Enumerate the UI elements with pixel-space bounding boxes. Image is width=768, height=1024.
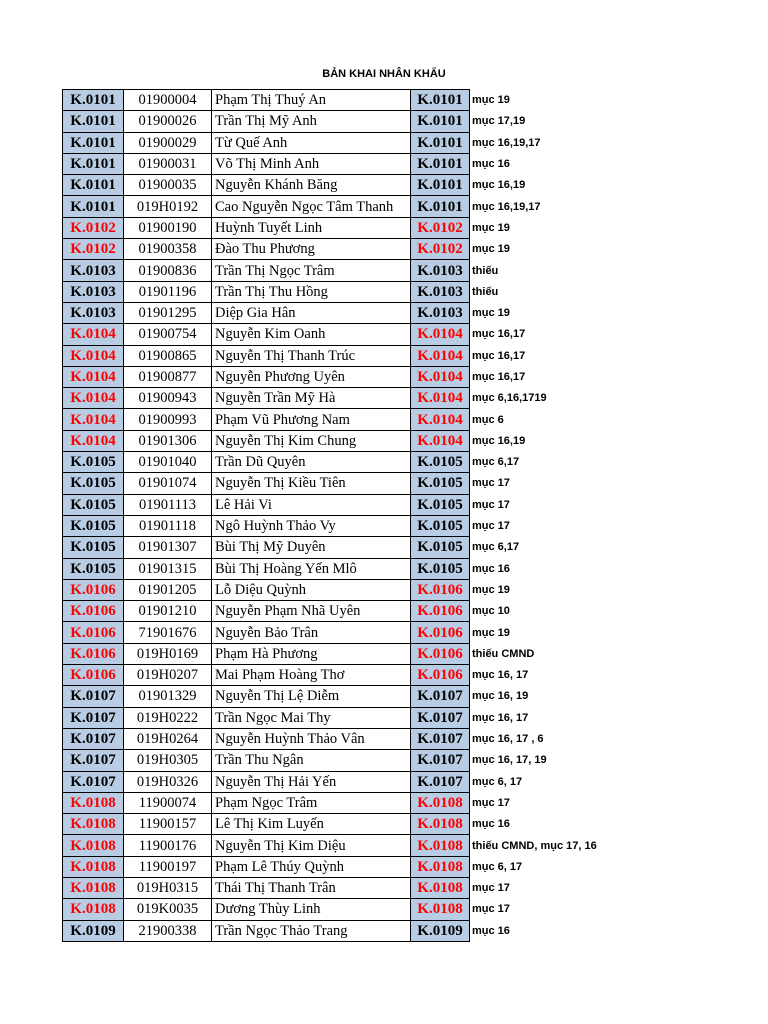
student-id-cell[interactable]: 01901205 — [124, 579, 212, 600]
class-code-cell[interactable]: K.0108 — [63, 877, 124, 898]
class-code-repeat-cell[interactable]: K.0107 — [411, 771, 470, 792]
student-name-cell[interactable]: Nguyễn Thị Kiều Tiên — [212, 473, 411, 494]
student-id-cell[interactable]: 71901676 — [124, 622, 212, 643]
table-row — [63, 665, 753, 686]
class-code-cell[interactable]: K.0101 — [63, 196, 124, 217]
class-code-repeat-cell[interactable]: K.0107 — [411, 728, 470, 749]
class-code-cell[interactable]: K.0104 — [63, 409, 124, 430]
student-id-cell[interactable]: 01900029 — [124, 132, 212, 153]
class-code-cell[interactable]: K.0107 — [63, 707, 124, 728]
note-cell[interactable]: mục 16, 17 , 6 — [472, 733, 544, 746]
student-name-cell[interactable]: Cao Nguyễn Ngọc Tâm Thanh — [212, 196, 411, 217]
note-cell[interactable]: mục 16,19 — [472, 434, 526, 447]
student-name-cell[interactable]: Phạm Lê Thúy Quỳnh — [212, 856, 411, 877]
student-id-cell[interactable]: 01900004 — [124, 90, 212, 111]
note-cell[interactable]: mục 17 — [472, 903, 510, 916]
class-code-cell[interactable]: K.0104 — [63, 430, 124, 451]
table-row — [63, 281, 753, 302]
note-cell[interactable]: mục 19 — [472, 243, 510, 256]
table-row — [63, 814, 753, 835]
table-row — [63, 239, 753, 260]
class-code-repeat-cell[interactable]: K.0106 — [411, 643, 470, 664]
class-code-cell[interactable]: K.0103 — [63, 281, 124, 302]
student-name-cell[interactable]: Phạm Hà Phương — [212, 643, 411, 664]
note-cell[interactable]: thiếu — [472, 264, 499, 277]
table-row — [63, 643, 753, 664]
student-name-cell[interactable]: Mai Phạm Hoàng Thơ — [212, 665, 411, 686]
student-id-cell[interactable]: 01900943 — [124, 388, 212, 409]
student-id-cell[interactable]: 019H0326 — [124, 771, 212, 792]
table-row — [63, 196, 753, 217]
student-name-cell[interactable]: Lỗ Diệu Quỳnh — [212, 579, 411, 600]
student-id-cell[interactable]: 019H0169 — [124, 643, 212, 664]
class-code-cell[interactable]: K.0106 — [63, 579, 124, 600]
class-code-cell[interactable]: K.0103 — [63, 302, 124, 323]
note-cell[interactable]: mục 6,17 — [472, 456, 520, 469]
class-code-repeat-cell[interactable]: K.0103 — [411, 260, 470, 281]
student-id-cell[interactable]: 01901210 — [124, 601, 212, 622]
student-id-cell[interactable]: 01900877 — [124, 366, 212, 387]
class-code-cell[interactable]: K.0105 — [63, 558, 124, 579]
class-code-repeat-cell[interactable]: K.0108 — [411, 877, 470, 898]
student-name-cell[interactable]: Lê Hải Vi — [212, 494, 411, 515]
student-name-cell[interactable]: Nguyễn Khánh Băng — [212, 175, 411, 196]
student-name-cell[interactable]: Nguyễn Thị Kim Chung — [212, 430, 411, 451]
table-row — [63, 302, 753, 323]
student-name-cell[interactable]: Nguyễn Kim Oanh — [212, 324, 411, 345]
class-code-cell[interactable]: K.0107 — [63, 750, 124, 771]
student-id-cell[interactable]: 01900358 — [124, 239, 212, 260]
student-name-cell[interactable]: Phạm Vũ Phương Nam — [212, 409, 411, 430]
note-cell[interactable]: mục 10 — [472, 605, 510, 618]
class-code-repeat-cell[interactable]: K.0108 — [411, 792, 470, 813]
class-code-repeat-cell[interactable]: K.0104 — [411, 388, 470, 409]
student-id-cell[interactable]: 01900754 — [124, 324, 212, 345]
table-row — [63, 750, 753, 771]
class-code-cell[interactable]: K.0101 — [63, 111, 124, 132]
note-cell[interactable]: mục 16,17 — [472, 349, 526, 362]
class-code-cell[interactable]: K.0105 — [63, 494, 124, 515]
table-row — [63, 388, 753, 409]
student-id-cell[interactable]: 01900993 — [124, 409, 212, 430]
class-code-repeat-cell[interactable]: K.0105 — [411, 558, 470, 579]
class-code-cell[interactable]: K.0104 — [63, 345, 124, 366]
table-row — [63, 899, 753, 920]
table-row — [63, 622, 753, 643]
table-row — [63, 494, 753, 515]
student-id-cell[interactable]: 01900031 — [124, 153, 212, 174]
class-code-cell[interactable]: K.0108 — [63, 899, 124, 920]
student-id-cell[interactable]: 019K0035 — [124, 899, 212, 920]
class-code-cell[interactable]: K.0106 — [63, 643, 124, 664]
student-id-cell[interactable]: 019H0192 — [124, 196, 212, 217]
student-name-cell[interactable]: Lê Thị Kim Luyến — [212, 814, 411, 835]
class-code-repeat-cell[interactable]: K.0101 — [411, 175, 470, 196]
class-code-cell[interactable]: K.0107 — [63, 771, 124, 792]
student-id-cell[interactable]: 01901040 — [124, 452, 212, 473]
table-row — [63, 366, 753, 387]
table-row — [63, 430, 753, 451]
class-code-cell[interactable]: K.0108 — [63, 792, 124, 813]
table-row — [63, 452, 753, 473]
class-code-cell[interactable]: K.0104 — [63, 366, 124, 387]
class-code-cell[interactable]: K.0101 — [63, 175, 124, 196]
class-code-repeat-cell[interactable]: K.0106 — [411, 665, 470, 686]
class-code-repeat-cell[interactable]: K.0104 — [411, 409, 470, 430]
table-row — [63, 792, 753, 813]
class-code-repeat-cell[interactable]: K.0105 — [411, 473, 470, 494]
note-cell[interactable]: mục 16 — [472, 158, 510, 171]
note-cell[interactable]: mục 16,17 — [472, 371, 526, 383]
note-cell[interactable]: thiếu — [472, 285, 499, 298]
student-name-cell[interactable]: Nguyễn Thị Hải Yến — [212, 771, 411, 792]
student-name-cell[interactable]: Trần Thị Thu Hồng — [212, 281, 411, 302]
class-code-cell[interactable]: K.0102 — [63, 239, 124, 260]
note-cell[interactable]: mục 16, 17, 19 — [472, 754, 547, 767]
note-cell[interactable]: mục 16 — [472, 924, 510, 937]
note-cell[interactable]: mục 16, 17 — [472, 711, 529, 724]
class-code-repeat-cell[interactable]: K.0106 — [411, 601, 470, 622]
sheet-title: BẢN KHAI NHÂN KHẨU — [322, 68, 446, 80]
class-code-repeat-cell[interactable]: K.0105 — [411, 494, 470, 515]
student-name-cell[interactable]: Nguyễn Trần Mỹ Hà — [212, 388, 411, 409]
table-row — [63, 877, 753, 898]
student-id-cell[interactable]: 01901315 — [124, 558, 212, 579]
student-name-cell[interactable]: Trần Dũ Quyên — [212, 452, 411, 473]
note-cell[interactable]: mục 16,17 — [472, 328, 526, 341]
student-name-cell[interactable]: Đào Thu Phương — [212, 239, 411, 260]
student-id-cell[interactable]: 21900338 — [124, 920, 212, 941]
note-cell[interactable]: mục 17,19 — [472, 115, 526, 128]
table-row — [63, 515, 753, 536]
student-id-cell[interactable]: 01901306 — [124, 430, 212, 451]
note-cell[interactable]: mục 19 — [472, 94, 510, 107]
class-code-repeat-cell[interactable]: K.0101 — [411, 153, 470, 174]
note-cell[interactable]: mục 19 — [472, 583, 510, 596]
student-id-cell[interactable]: 01901118 — [124, 515, 212, 536]
class-code-cell[interactable]: K.0105 — [63, 515, 124, 536]
class-code-cell[interactable]: K.0106 — [63, 665, 124, 686]
student-id-cell[interactable]: 01901196 — [124, 281, 212, 302]
note-cell[interactable]: mục 16,19,17 — [472, 136, 541, 149]
class-code-repeat-cell[interactable]: K.0105 — [411, 452, 470, 473]
student-name-cell[interactable]: Trần Thu Ngân — [212, 750, 411, 771]
note-cell[interactable]: mục 17 — [472, 498, 510, 511]
table-row — [63, 153, 753, 174]
student-id-cell[interactable]: 01901295 — [124, 302, 212, 323]
class-code-repeat-cell[interactable]: K.0107 — [411, 707, 470, 728]
student-name-cell[interactable]: Nguyễn Thị Thanh Trúc — [212, 345, 411, 366]
table-row — [63, 111, 753, 132]
class-code-cell[interactable]: K.0102 — [63, 217, 124, 238]
class-code-repeat-cell[interactable]: K.0102 — [411, 217, 470, 238]
student-id-cell[interactable]: 01900865 — [124, 345, 212, 366]
student-name-cell[interactable]: Ngô Huỳnh Thảo Vy — [212, 515, 411, 536]
table-row — [63, 473, 753, 494]
table-row — [63, 686, 753, 707]
student-id-cell[interactable]: 11900176 — [124, 835, 212, 856]
class-code-repeat-cell[interactable]: K.0105 — [411, 515, 470, 536]
student-name-cell[interactable]: Phạm Ngọc Trâm — [212, 792, 411, 813]
note-cell[interactable]: mục 6,16,1719 — [472, 392, 547, 405]
student-id-cell[interactable]: 019H0207 — [124, 665, 212, 686]
student-id-cell[interactable]: 01901113 — [124, 494, 212, 515]
class-code-cell[interactable]: K.0104 — [63, 324, 124, 345]
table-row — [63, 132, 753, 153]
student-id-cell[interactable]: 01900836 — [124, 260, 212, 281]
class-code-cell[interactable]: K.0105 — [63, 452, 124, 473]
class-code-cell[interactable]: K.0106 — [63, 601, 124, 622]
student-id-cell[interactable]: 019H0305 — [124, 750, 212, 771]
note-cell[interactable]: mục 16,19,17 — [472, 200, 541, 213]
student-name-cell[interactable]: Bùi Thị Mỹ Duyên — [212, 537, 411, 558]
table-row — [63, 260, 753, 281]
student-id-cell[interactable]: 01900190 — [124, 217, 212, 238]
class-code-repeat-cell[interactable]: K.0102 — [411, 239, 470, 260]
student-id-cell[interactable]: 11900157 — [124, 814, 212, 835]
student-name-cell[interactable]: Nguyễn Thị Kim Diệu — [212, 835, 411, 856]
class-code-cell[interactable]: K.0101 — [63, 132, 124, 153]
table-row — [63, 579, 753, 600]
class-code-repeat-cell[interactable]: K.0101 — [411, 132, 470, 153]
note-cell[interactable]: mục 16, 17 — [472, 669, 529, 682]
note-cell[interactable]: mục 6,17 — [472, 541, 520, 554]
note-cell[interactable]: mục 16, 19 — [472, 690, 529, 703]
class-code-cell[interactable]: K.0108 — [63, 856, 124, 877]
student-name-cell[interactable]: Nguyễn Phương Uyên — [212, 366, 411, 387]
class-code-repeat-cell[interactable]: K.0104 — [411, 366, 470, 387]
student-id-cell[interactable]: 01901329 — [124, 686, 212, 707]
table-row — [63, 856, 753, 877]
class-code-repeat-cell[interactable]: K.0101 — [411, 111, 470, 132]
table-row — [63, 707, 753, 728]
student-id-cell[interactable]: 019H0222 — [124, 707, 212, 728]
student-name-cell[interactable]: Từ Quế Anh — [212, 132, 411, 153]
note-cell[interactable]: mục 17 — [472, 477, 510, 490]
class-code-cell[interactable]: K.0108 — [63, 814, 124, 835]
student-id-cell[interactable]: 019H0315 — [124, 877, 212, 898]
class-code-repeat-cell[interactable]: K.0109 — [411, 920, 470, 941]
table-row — [63, 920, 753, 941]
student-name-cell[interactable]: Thái Thị Thanh Trân — [212, 877, 411, 898]
table-row — [63, 90, 753, 111]
student-name-cell[interactable]: Huỳnh Tuyết Linh — [212, 217, 411, 238]
table-row — [63, 558, 753, 579]
class-code-repeat-cell[interactable]: K.0106 — [411, 622, 470, 643]
class-code-repeat-cell[interactable]: K.0108 — [411, 814, 470, 835]
student-id-cell[interactable]: 11900074 — [124, 792, 212, 813]
class-code-repeat-cell[interactable]: K.0101 — [411, 90, 470, 111]
class-code-repeat-cell[interactable]: K.0108 — [411, 856, 470, 877]
class-code-cell[interactable]: K.0106 — [63, 622, 124, 643]
note-cell[interactable]: mục 19 — [472, 221, 510, 234]
student-id-cell[interactable]: 019H0264 — [124, 728, 212, 749]
student-id-cell[interactable]: 01900026 — [124, 111, 212, 132]
student-name-cell[interactable]: Nguyễn Phạm Nhã Uyên — [212, 601, 411, 622]
class-code-repeat-cell[interactable]: K.0104 — [411, 324, 470, 345]
class-code-cell[interactable]: K.0105 — [63, 537, 124, 558]
class-code-repeat-cell[interactable]: K.0108 — [411, 899, 470, 920]
class-code-cell[interactable]: K.0101 — [63, 153, 124, 174]
student-name-cell[interactable]: Bùi Thị Hoàng Yến Mlô — [212, 558, 411, 579]
class-code-cell[interactable]: K.0108 — [63, 835, 124, 856]
note-cell[interactable]: mục 6, 17 — [472, 860, 523, 873]
note-cell[interactable]: thiếu CMND, mục 17, 16 — [472, 839, 597, 852]
class-code-cell[interactable]: K.0107 — [63, 686, 124, 707]
table-row — [63, 835, 753, 856]
table-row — [63, 175, 753, 196]
student-id-cell[interactable]: 11900197 — [124, 856, 212, 877]
note-cell[interactable]: mục 17 — [472, 882, 510, 895]
note-cell[interactable]: mục 6 — [472, 413, 504, 426]
class-code-repeat-cell[interactable]: K.0107 — [411, 750, 470, 771]
class-code-repeat-cell[interactable]: K.0104 — [411, 345, 470, 366]
class-code-cell[interactable]: K.0103 — [63, 260, 124, 281]
class-code-cell[interactable]: K.0109 — [63, 920, 124, 941]
student-id-cell[interactable]: 01901307 — [124, 537, 212, 558]
student-name-cell[interactable]: Trần Thị Ngọc Trâm — [212, 260, 411, 281]
student-name-cell[interactable]: Phạm Thị Thuý An — [212, 90, 411, 111]
class-code-cell[interactable]: K.0101 — [63, 90, 124, 111]
class-code-repeat-cell[interactable]: K.0103 — [411, 302, 470, 323]
table-row — [63, 217, 753, 238]
note-cell[interactable]: mục 19 — [472, 307, 510, 320]
student-table — [62, 89, 753, 942]
table-row — [63, 409, 753, 430]
class-code-repeat-cell[interactable]: K.0101 — [411, 196, 470, 217]
note-cell[interactable]: mục 19 — [472, 626, 510, 639]
student-name-cell[interactable]: Diệp Gia Hân — [212, 302, 411, 323]
student-name-cell[interactable]: Nguyễn Huỳnh Thảo Vân — [212, 728, 411, 749]
student-name-cell[interactable]: Nguyễn Bảo Trân — [212, 622, 411, 643]
table-row — [63, 728, 753, 749]
student-name-cell[interactable]: Võ Thị Minh Anh — [212, 153, 411, 174]
class-code-repeat-cell[interactable]: K.0105 — [411, 537, 470, 558]
table-row — [63, 345, 753, 366]
student-name-cell[interactable]: Nguyễn Thị Lệ Diễm — [212, 686, 411, 707]
note-cell[interactable]: mục 16 — [472, 818, 510, 831]
class-code-cell[interactable]: K.0104 — [63, 388, 124, 409]
table-row — [63, 771, 753, 792]
note-cell[interactable]: mục 16 — [472, 562, 510, 575]
note-cell[interactable]: thiếu CMND — [472, 647, 535, 660]
class-code-repeat-cell[interactable]: K.0108 — [411, 835, 470, 856]
table-row — [63, 324, 753, 345]
class-code-cell[interactable]: K.0107 — [63, 728, 124, 749]
class-code-repeat-cell[interactable]: K.0103 — [411, 281, 470, 302]
student-name-cell[interactable]: Trần Ngọc Thảo Trang — [212, 920, 411, 941]
table-row — [63, 537, 753, 558]
table-row — [63, 601, 753, 622]
table-body — [63, 90, 753, 942]
class-code-repeat-cell[interactable]: K.0104 — [411, 430, 470, 451]
student-name-cell[interactable]: Trần Thị Mỹ Anh — [212, 111, 411, 132]
note-cell[interactable]: mục 16,19 — [472, 179, 526, 192]
student-name-cell[interactable]: Trần Ngọc Mai Thy — [212, 707, 411, 728]
note-cell[interactable]: mục 17 — [472, 796, 510, 809]
class-code-cell[interactable]: K.0105 — [63, 473, 124, 494]
note-cell[interactable]: mục 17 — [472, 520, 510, 533]
student-id-cell[interactable]: 01901074 — [124, 473, 212, 494]
student-name-cell[interactable]: Dương Thùy Linh — [212, 899, 411, 920]
student-id-cell[interactable]: 01900035 — [124, 175, 212, 196]
class-code-repeat-cell[interactable]: K.0107 — [411, 686, 470, 707]
class-code-repeat-cell[interactable]: K.0106 — [411, 579, 470, 600]
note-cell[interactable]: mục 6, 17 — [472, 775, 523, 788]
